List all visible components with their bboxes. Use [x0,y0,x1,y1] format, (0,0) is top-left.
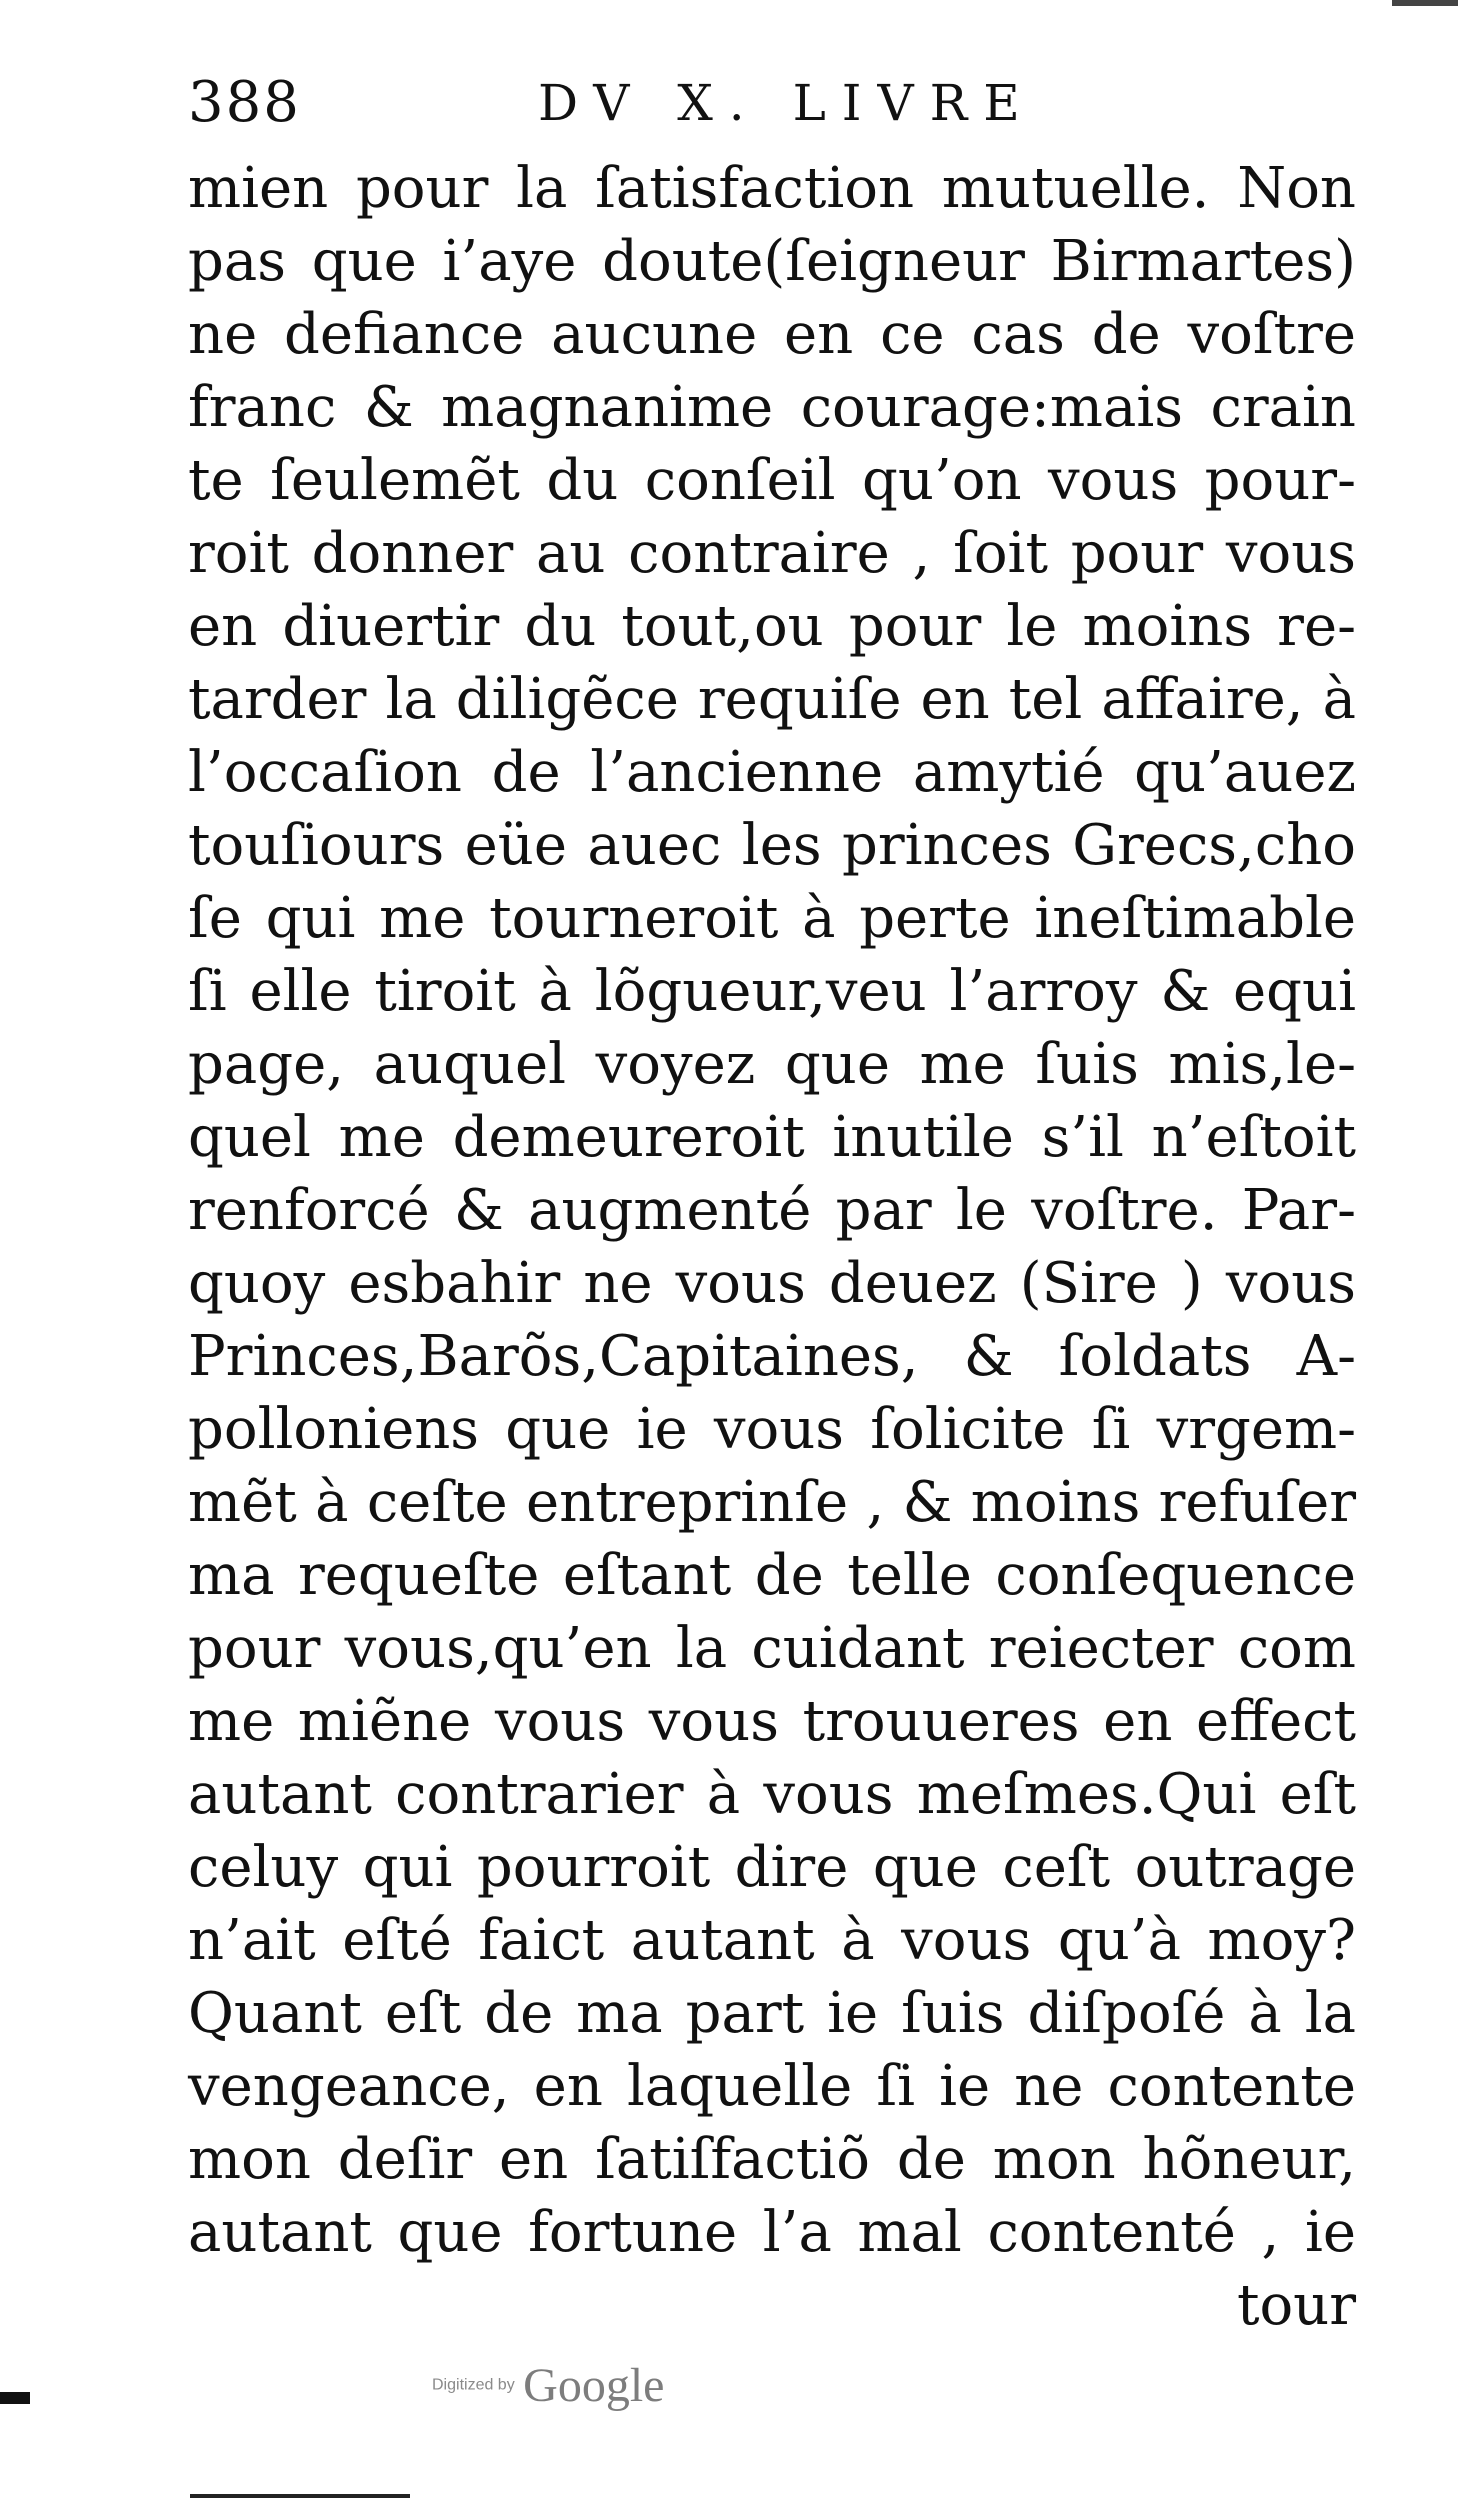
catchword: tour [1236,2273,1356,2338]
text-line: Quant eſt de ma part ie ſuis diſpoſé à la [188,1981,1356,2046]
text-line: te ſeulemẽt du conſeil qu’on vous pour- [188,448,1356,513]
page-number: 388 [188,70,301,135]
text-line: quoy esbahir ne vous deuez (Sire ) vous [188,1251,1356,1316]
text-line: ma requeſte eſtant de telle conſequence [188,1543,1356,1608]
text-line: mien pour la ſatisfaction mutuelle. Non [188,156,1356,221]
text-line: me miẽne vous vous trouueres en effect [188,1689,1356,1754]
text-line: celuy qui pourroit dire que ceſt outrage [188,1835,1356,1900]
watermark-prefix: Digitized by [432,2376,515,2394]
text-line: en diuertir du tout,ou pour le moins re- [188,594,1356,659]
text-line: mon deſir en ſatiſfactiõ de mon hõneur, [188,2127,1356,2192]
text-line: mẽt à ceſte entreprinſe , & moins refuſer [188,1470,1356,1535]
text-line: touſiours eüe auec les princes Grecs,cho [188,813,1356,878]
text-line: page, auquel voyez que me ſuis mis,le- [188,1032,1356,1097]
text-line: ne defiance aucune en ce cas de voſtre [188,302,1356,367]
scan-edge-mark [0,2392,30,2404]
scan-edge-mark [1392,0,1458,6]
text-line: n’ait eſté faict autant à vous qu’à moy? [188,1908,1356,1973]
text-line: pas que i’aye doute(ſeigneur Birmartes) [188,229,1356,294]
text-line: ſi elle tiroit à lõgueur,veu l’arroy & equi [188,959,1356,1024]
text-line: polloniens que ie vous ſolicite ſi vrgem- [188,1397,1356,1462]
bottom-rule [190,2494,410,2498]
text-line: autant que fortune l’a mal contenté , ie [188,2200,1356,2265]
text-line: tarder la diligẽce requiſe en tel affaire, à [188,667,1356,732]
text-line: l’occaſion de l’ancienne amytié qu’auez [188,740,1356,805]
text-line: renforcé & augmenté par le voſtre. Par- [188,1178,1356,1243]
text-line: quel me demeureroit inutile s’il n’eſtoit [188,1105,1356,1170]
text-line: pour vous,qu’en la cuidant reiecter com [188,1616,1356,1681]
body-text [188,152,1356,2342]
running-head: DV X. LIVRE [538,74,1036,132]
text-line: ſe qui me tourneroit à perte ineſtimable [188,886,1356,951]
digitized-watermark [432,2358,664,2428]
page-header [188,62,1188,144]
google-logo: Google [523,2359,665,2412]
text-line: autant contrarier à vous meſmes.Qui eſt [188,1762,1356,1827]
text-line: Princes,Barõs,Capitaines, & ſoldats A- [188,1324,1356,1389]
text-line: franc & magnanime courage:mais crain [188,375,1356,440]
text-line: vengeance, en laquelle ſi ie ne contente [188,2054,1356,2119]
text-line: roit donner au contraire , ſoit pour vous [188,521,1356,586]
